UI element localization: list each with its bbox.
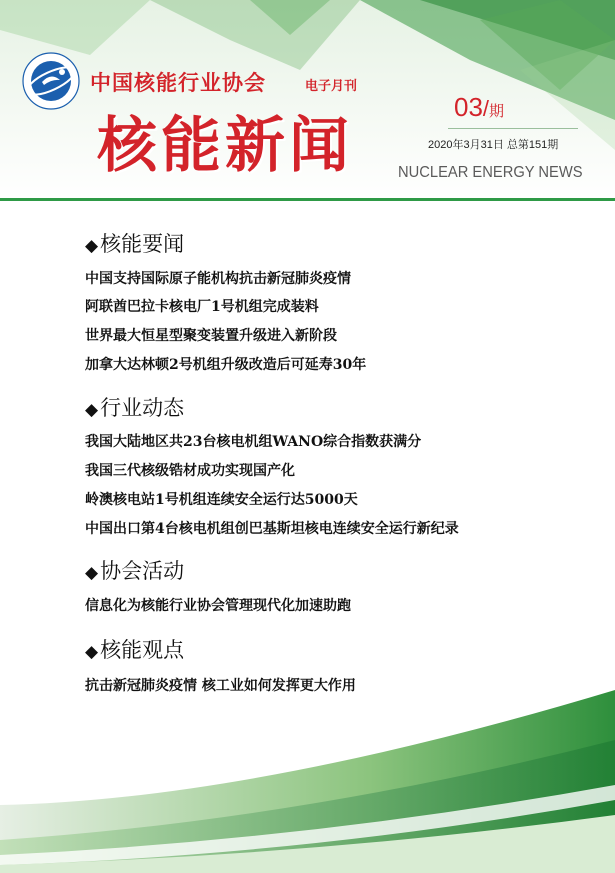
article-link[interactable]: 我国大陆地区共23台核电机组WANO综合指数获满分 xyxy=(85,434,422,450)
section-title: 行业动态 xyxy=(100,396,185,420)
diamond-bullet-icon: ◆ xyxy=(85,236,99,256)
section-title: 协会活动 xyxy=(100,559,185,583)
masthead xyxy=(0,0,615,200)
issue-number: 03 xyxy=(454,92,483,122)
section-heading-association-activities xyxy=(85,555,184,585)
article-link[interactable]: 世界最大恒星型聚变装置升级进入新阶段 xyxy=(85,328,337,344)
publication-type: 电子月刊 xyxy=(305,79,358,94)
footer-swoosh xyxy=(0,690,615,873)
issue-unit: 期 xyxy=(489,103,505,120)
issue-divider xyxy=(448,128,578,129)
article-link[interactable]: 我国三代核级锆材成功实现国产化 xyxy=(85,463,295,479)
diamond-bullet-icon: ◆ xyxy=(85,563,99,583)
article-link[interactable]: 岭澳核电站1号机组连续安全运行达5000天 xyxy=(85,492,358,508)
issue-date: 2020年3月31日 总第151期 xyxy=(428,139,559,151)
issue-slash: / xyxy=(482,96,490,121)
section-heading-industry-news xyxy=(85,392,184,422)
page-title: 核能新闻 xyxy=(97,111,353,181)
article-link[interactable]: 阿联酋巴拉卡核电厂1号机组完成装料 xyxy=(85,299,319,315)
article-link[interactable]: 加拿大达林顿2号机组升级改造后可延寿30年 xyxy=(85,357,367,373)
article-link[interactable]: 信息化为核能行业协会管理现代化加速助跑 xyxy=(85,598,351,614)
issue-label xyxy=(454,92,504,123)
english-title: NUCLEAR ENERGY NEWS xyxy=(398,164,583,181)
diamond-bullet-icon: ◆ xyxy=(85,400,99,420)
masthead-divider xyxy=(0,198,615,201)
section-heading-nuclear-news xyxy=(85,228,184,258)
association-name: 中国核能行业协会 xyxy=(90,70,266,95)
association-logo xyxy=(22,52,80,110)
section-heading-nuclear-viewpoints xyxy=(85,634,184,664)
section-title: 核能观点 xyxy=(100,638,185,662)
article-link[interactable]: 中国支持国际原子能机构抗击新冠肺炎疫情 xyxy=(85,271,351,287)
diamond-bullet-icon: ◆ xyxy=(85,642,99,662)
article-link[interactable]: 中国出口第4台核电机组创巴基斯坦核电连续安全运行新纪录 xyxy=(85,521,459,537)
article-link[interactable]: 抗击新冠肺炎疫情 核工业如何发挥更大作用 xyxy=(85,678,356,694)
section-title: 核能要闻 xyxy=(100,232,185,256)
